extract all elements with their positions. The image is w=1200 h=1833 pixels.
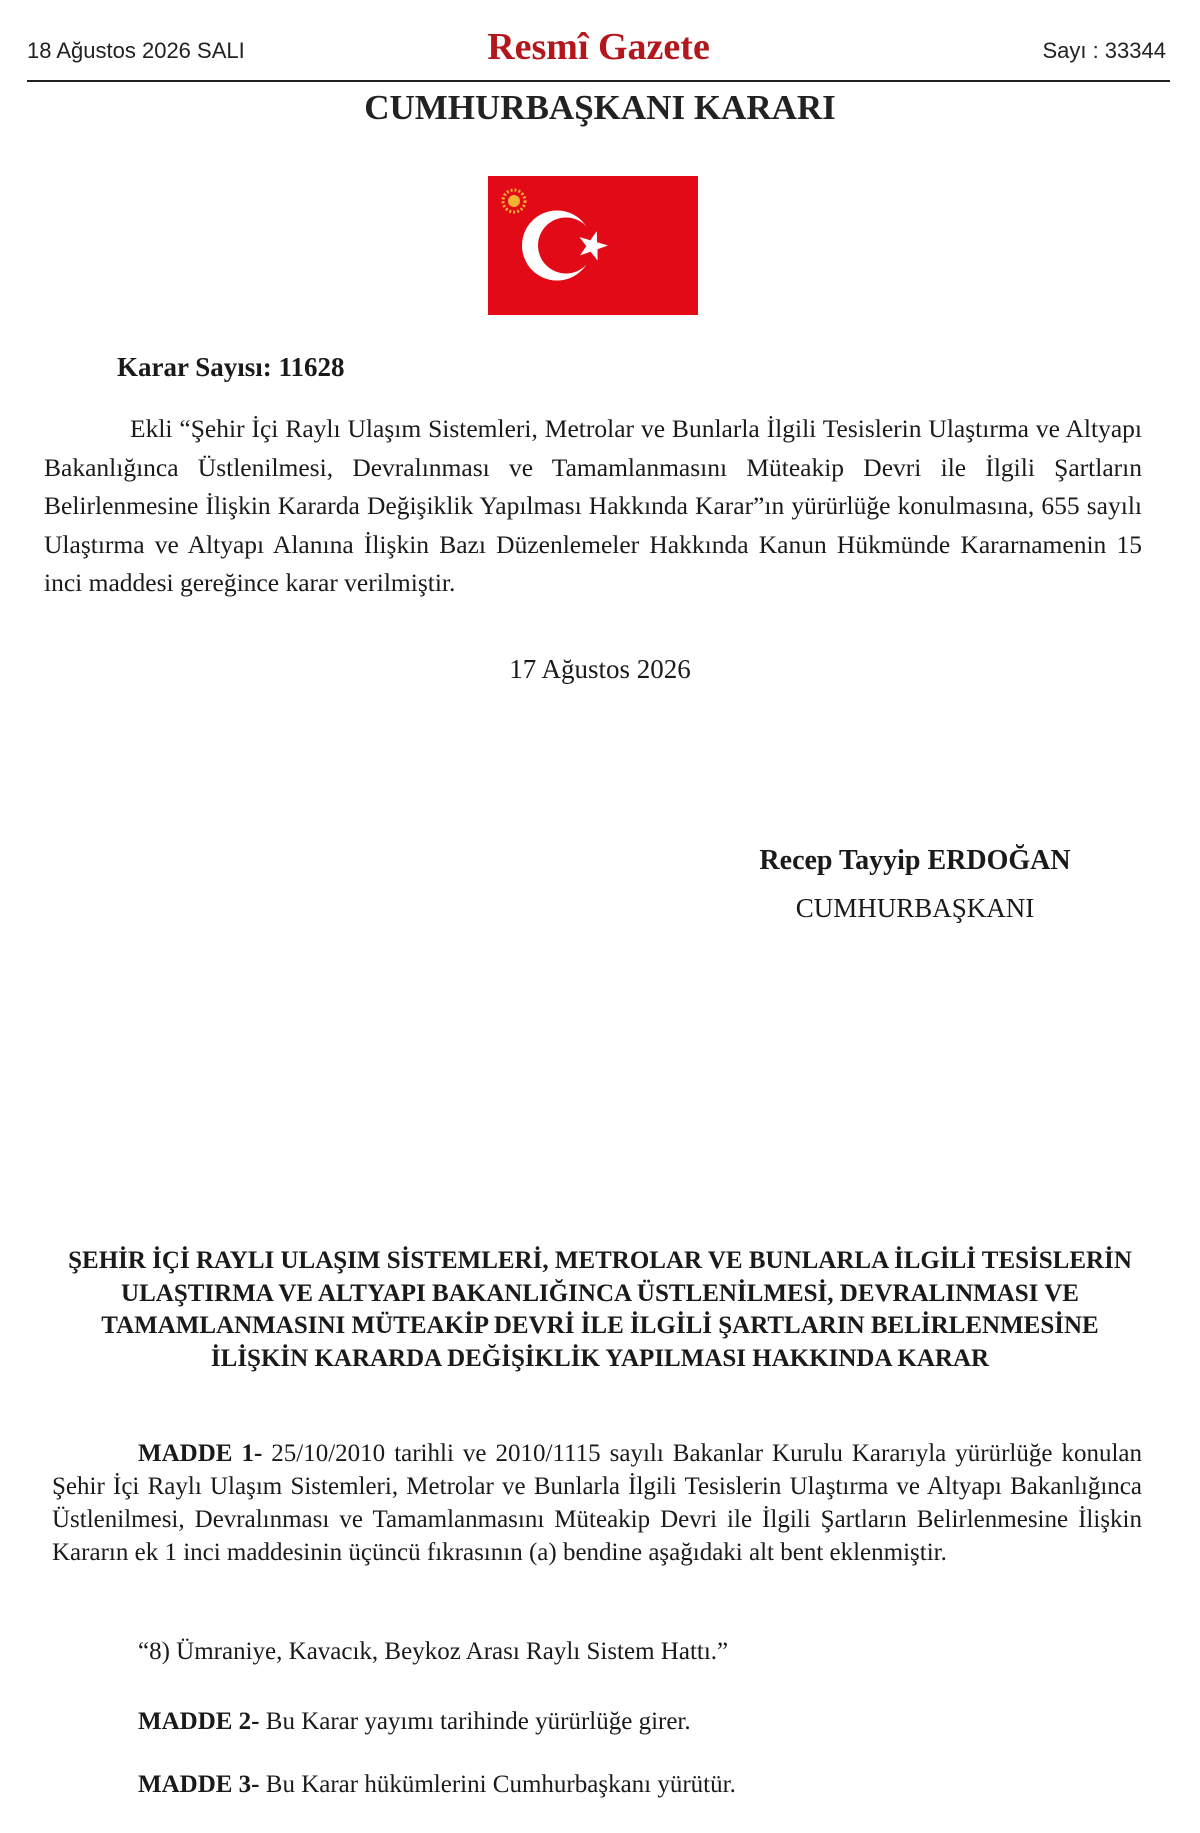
article-2-text: Bu Karar yayımı tarihinde yürürlüğe girer. bbox=[259, 1708, 691, 1735]
article-2-label: MADDE 2- bbox=[138, 1708, 260, 1735]
decree-date: 17 Ağustos 2026 bbox=[509, 654, 691, 684]
decree-heading: CUMHURBAŞKANI KARARI bbox=[364, 88, 836, 127]
gazette-header bbox=[27, 28, 1170, 82]
publication-date: 18 Ağustos 2026 SALI bbox=[27, 38, 245, 63]
regulation-title: ŞEHİR İÇİ RAYLI ULAŞIM SİSTEMLERİ, METROLAR VE BUNLARLA İLGİLİ TESİSLERİN ULAŞTIRMA VE ALTYAPI BAKANLIĞINCA ÜSTLENİLMESİ, DEVRALINMASI VE TAMAMLANMASINI MÜTEAKİP DEVRİ İLE İLGİLİ ŞARTLARIN BELİRLENMESİNE İLİŞKİN KARARDA DEĞİŞİKLİK YAPILMASI HAKKINDA KARAR bbox=[68, 1247, 1132, 1372]
issue-number: Sayı : 33344 bbox=[1042, 38, 1166, 63]
article-1-text: 25/10/2010 tarihli ve 2010/1115 sayılı Bakanlar Kurulu Kararıyla yürürlüğe konulan Şehir İçi Raylı Ulaşım Sistemleri, Metrolar ve Bunlarla İlgili Tesislerin Ulaştırma ve Altyapı Bakanlığınca Üstlenilmesi, Devralınması ve Tamamlanmasını Müteakip Devri ile İlgili Şartların Belirlenmesine İlişkin Kararın ek 1 inci maddesinin üçüncü fıkrasının (a) bendine aşağıdaki alt bent eklenmiştir. bbox=[52, 1440, 1143, 1566]
turkish-flag-emblem-icon bbox=[488, 176, 698, 315]
decision-number: Karar Sayısı: 11628 bbox=[117, 352, 345, 382]
article-1-label: MADDE 1- bbox=[138, 1440, 263, 1467]
gazette-title[interactable]: Resmî Gazete bbox=[487, 26, 710, 68]
article-2 bbox=[52, 1705, 1142, 1738]
article-1 bbox=[52, 1437, 1142, 1569]
article-3 bbox=[52, 1768, 1142, 1801]
signatory-name: Recep Tayyip ERDOĞAN bbox=[759, 845, 1071, 876]
article-3-label: MADDE 3- bbox=[138, 1771, 260, 1798]
article-3-text: Bu Karar hükümlerini Cumhurbaşkanı yürütür. bbox=[259, 1771, 736, 1798]
article-1-quoted-subclause: “8) Ümraniye, Kavacık, Beykoz Arası Raylı Sistem Hattı.” bbox=[138, 1638, 729, 1665]
decree-intro-paragraph: Ekli “Şehir İçi Raylı Ulaşım Sistemleri, Metrolar ve Bunlarla İlgili Tesislerin Ulaştırma ve Altyapı Bakanlığınca Üstlenilmesi, Devralınması ve Tamamlanmasını Müteakip Devri ile İlgili Şartların Belirlenmesine İlişkin Kararda Değişiklik Yapılması Hakkında Karar”ın yürürlüğe konulmasına, 655 sayılı Ulaştırma ve Altyapı Alanına İlişkin Bazı Düzenlemeler Hakkında Kanun Hükmünde Kararnamenin 15 inci maddesi gereğince karar verilmiştir. bbox=[44, 414, 1142, 597]
signatory-title: CUMHURBAŞKANI bbox=[795, 893, 1035, 923]
